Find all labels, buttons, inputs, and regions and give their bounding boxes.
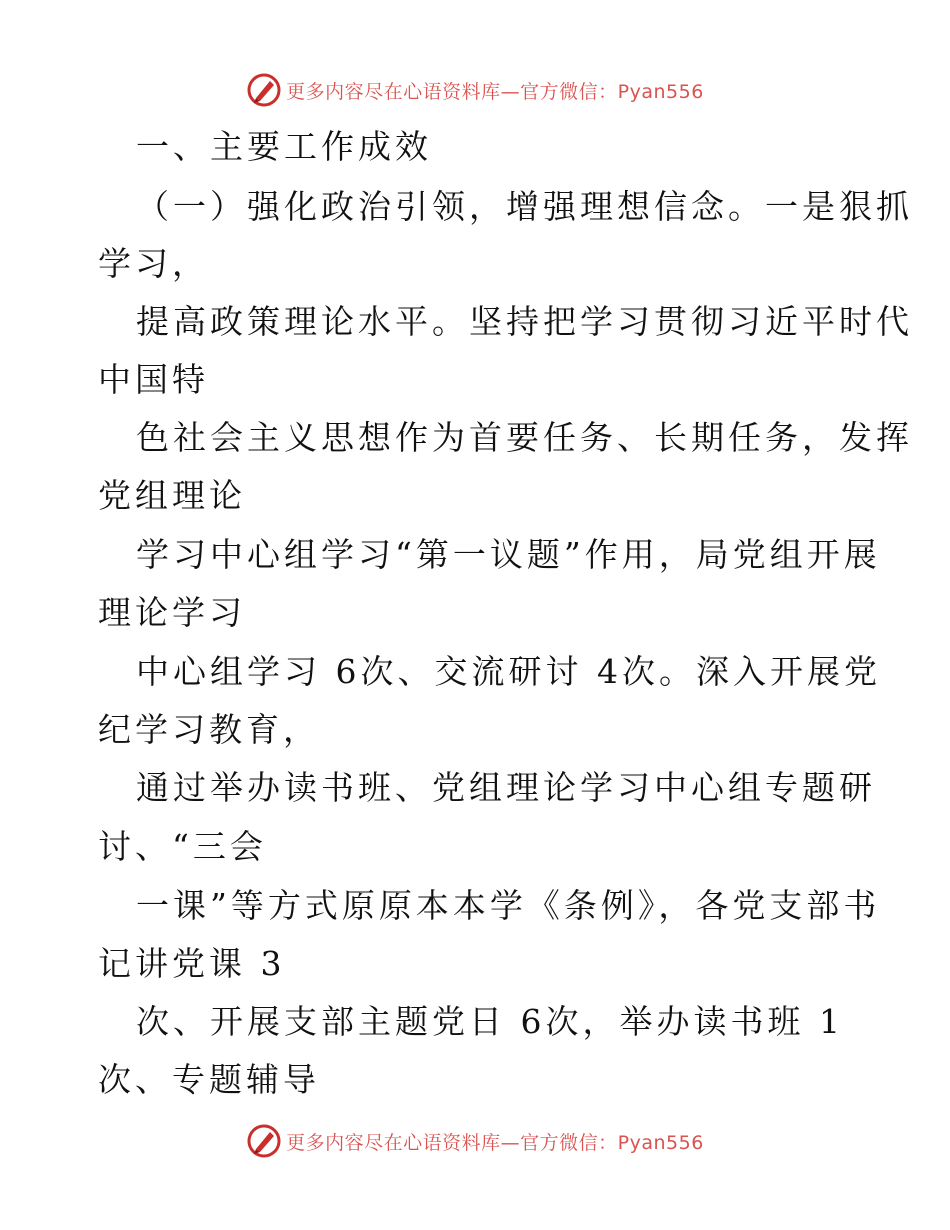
text-line: 学习中心组学习“第一议题”作用，局党组开展 xyxy=(136,535,881,574)
text-line: 次、开展支部主题党日 6次，举办读书班 1 xyxy=(136,1002,844,1041)
text-line: 理论学习 xyxy=(98,593,246,632)
text-line: 记讲党课 3 xyxy=(98,944,286,983)
pen-logo-icon xyxy=(246,1123,282,1159)
text-line: 中国特 xyxy=(98,360,209,399)
text-line: 提高政策理论水平。坚持把学习贯彻习近平时代 xyxy=(136,302,913,341)
text-line: （一）强化政治引领，增强理想信念。一是狠抓 xyxy=(136,187,913,226)
watermark-banner-bottom xyxy=(0,1121,950,1161)
watermark-text: 更多内容尽在心语资料库—官方微信：Pyan556 xyxy=(286,80,704,103)
text-line: 中心组学习 6次、交流研讨 4次。深入开展党 xyxy=(136,652,881,691)
section-heading: 一、主要工作成效 xyxy=(136,127,432,166)
watermark-text: 更多内容尽在心语资料库—官方微信：Pyan556 xyxy=(286,1131,704,1154)
text-line: 次、专题辅导 xyxy=(98,1060,320,1099)
text-line: 色社会主义思想作为首要任务、长期任务，发挥 xyxy=(136,418,913,457)
pen-logo-icon xyxy=(246,72,282,108)
text-line: 讨、“三会 xyxy=(98,827,267,866)
text-line: 一课”等方式原原本本学《条例》，各党支部书 xyxy=(136,886,881,925)
watermark-banner-top xyxy=(0,70,950,110)
text-line: 纪学习教育， xyxy=(98,710,320,749)
text-line: 通过举办读书班、党组理论学习中心组专题研 xyxy=(136,768,876,807)
text-line: 学习， xyxy=(98,244,209,283)
text-line: 党组理论 xyxy=(98,476,246,515)
